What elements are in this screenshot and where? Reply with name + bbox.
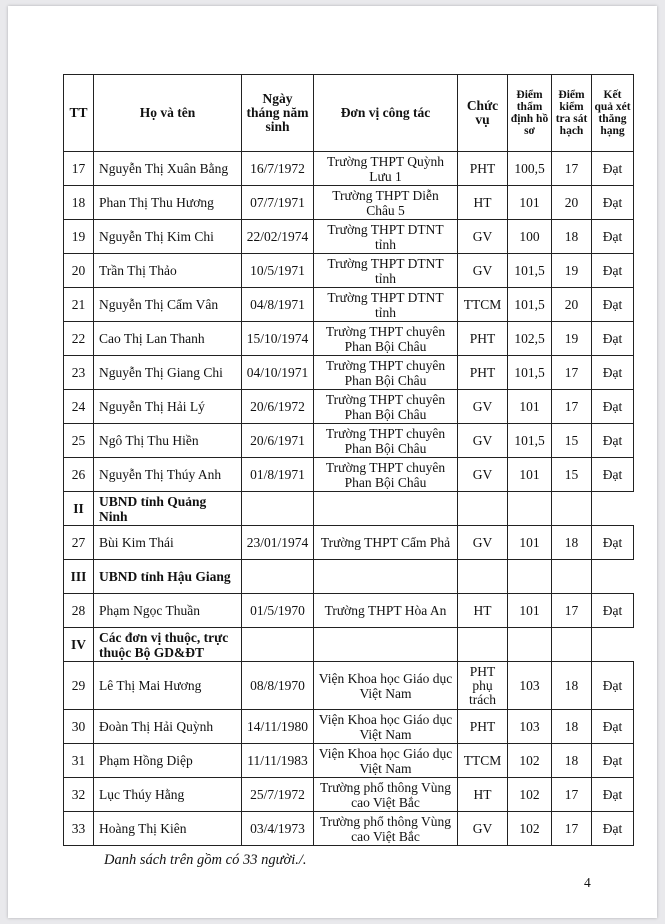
row-number: 33 bbox=[64, 812, 94, 846]
empty-score-exam-cell bbox=[508, 560, 552, 594]
birth-date: 16/7/1972 bbox=[242, 152, 314, 186]
score-exam: 19 bbox=[552, 322, 592, 356]
row-number: 26 bbox=[64, 458, 94, 492]
score-exam: 15 bbox=[552, 458, 592, 492]
person-name: Ngô Thị Thu Hiền bbox=[94, 424, 242, 458]
score-exam: 18 bbox=[552, 710, 592, 744]
position: PHT phụ trách bbox=[458, 662, 508, 710]
position: GV bbox=[458, 254, 508, 288]
person-name: Phạm Hồng Diệp bbox=[94, 744, 242, 778]
empty-unit-cell bbox=[242, 492, 314, 526]
birth-date: 10/5/1971 bbox=[242, 254, 314, 288]
work-unit: Trường phổ thông Vùng cao Việt Bắc bbox=[314, 812, 458, 846]
score-dossier: 101,5 bbox=[508, 356, 552, 390]
empty-score-dossier-cell bbox=[458, 492, 508, 526]
empty-score-dossier-cell bbox=[458, 628, 508, 662]
work-unit: Trường THPT chuyên Phan Bội Châu bbox=[314, 390, 458, 424]
score-dossier: 102 bbox=[508, 812, 552, 846]
document-page bbox=[8, 6, 657, 918]
result: Đạt bbox=[592, 458, 634, 492]
result: Đạt bbox=[592, 662, 634, 710]
work-unit: Trường THPT chuyên Phan Bội Châu bbox=[314, 356, 458, 390]
row-number: 30 bbox=[64, 710, 94, 744]
result: Đạt bbox=[592, 288, 634, 322]
header-result: Kết quả xét thăng hạng bbox=[592, 75, 634, 152]
row-number: 20 bbox=[64, 254, 94, 288]
birth-date: 04/10/1971 bbox=[242, 356, 314, 390]
position: PHT bbox=[458, 152, 508, 186]
score-exam: 15 bbox=[552, 424, 592, 458]
result: Đạt bbox=[592, 390, 634, 424]
score-dossier: 100,5 bbox=[508, 152, 552, 186]
position: PHT bbox=[458, 356, 508, 390]
row-number: 29 bbox=[64, 662, 94, 710]
result: Đạt bbox=[592, 424, 634, 458]
group-title: UBND tỉnh Hậu Giang bbox=[94, 560, 242, 594]
person-name: Nguyễn Thị Cẩm Vân bbox=[94, 288, 242, 322]
group-number: II bbox=[64, 492, 94, 526]
score-dossier: 101,5 bbox=[508, 288, 552, 322]
birth-date: 14/11/1980 bbox=[242, 710, 314, 744]
row-number: 31 bbox=[64, 744, 94, 778]
score-exam: 18 bbox=[552, 220, 592, 254]
row-number: 25 bbox=[64, 424, 94, 458]
birth-date: 11/11/1983 bbox=[242, 744, 314, 778]
birth-date: 03/4/1973 bbox=[242, 812, 314, 846]
person-name: Nguyễn Thị Xuân Bằng bbox=[94, 152, 242, 186]
result: Đạt bbox=[592, 254, 634, 288]
score-exam: 17 bbox=[552, 152, 592, 186]
empty-result-cell bbox=[552, 628, 592, 662]
empty-result-cell bbox=[552, 492, 592, 526]
position: HT bbox=[458, 594, 508, 628]
row-number: 19 bbox=[64, 220, 94, 254]
score-dossier: 101 bbox=[508, 594, 552, 628]
result: Đạt bbox=[592, 186, 634, 220]
table-row bbox=[64, 254, 634, 288]
score-dossier: 103 bbox=[508, 710, 552, 744]
score-exam: 18 bbox=[552, 526, 592, 560]
result: Đạt bbox=[592, 778, 634, 812]
header-score-exam: Điểm kiểm tra sát hạch bbox=[552, 75, 592, 152]
birth-date: 08/8/1970 bbox=[242, 662, 314, 710]
position: TTCM bbox=[458, 744, 508, 778]
row-number: 18 bbox=[64, 186, 94, 220]
work-unit: Viện Khoa học Giáo dục Việt Nam bbox=[314, 662, 458, 710]
person-name: Phan Thị Thu Hương bbox=[94, 186, 242, 220]
birth-date: 25/7/1972 bbox=[242, 778, 314, 812]
score-exam: 19 bbox=[552, 254, 592, 288]
birth-date: 23/01/1974 bbox=[242, 526, 314, 560]
position: GV bbox=[458, 526, 508, 560]
empty-position-cell bbox=[314, 560, 458, 594]
row-number: 24 bbox=[64, 390, 94, 424]
position: PHT bbox=[458, 710, 508, 744]
empty-position-cell bbox=[314, 628, 458, 662]
score-dossier: 102 bbox=[508, 778, 552, 812]
score-dossier: 103 bbox=[508, 662, 552, 710]
result: Đạt bbox=[592, 710, 634, 744]
table-row bbox=[64, 594, 634, 628]
result: Đạt bbox=[592, 152, 634, 186]
person-name: Nguyễn Thị Hải Lý bbox=[94, 390, 242, 424]
empty-score-exam-cell bbox=[508, 492, 552, 526]
work-unit: Trường THPT chuyên Phan Bội Châu bbox=[314, 458, 458, 492]
person-name: Lục Thúy Hằng bbox=[94, 778, 242, 812]
birth-date: 22/02/1974 bbox=[242, 220, 314, 254]
position: TTCM bbox=[458, 288, 508, 322]
row-number: 17 bbox=[64, 152, 94, 186]
row-number: 27 bbox=[64, 526, 94, 560]
person-name: Lê Thị Mai Hương bbox=[94, 662, 242, 710]
group-row bbox=[64, 492, 634, 526]
row-number: 22 bbox=[64, 322, 94, 356]
work-unit: Viện Khoa học Giáo dục Việt Nam bbox=[314, 710, 458, 744]
score-exam: 18 bbox=[552, 744, 592, 778]
header-unit: Đơn vị công tác bbox=[314, 75, 458, 152]
header-name: Họ và tên bbox=[94, 75, 242, 152]
person-name: Trần Thị Thảo bbox=[94, 254, 242, 288]
score-exam: 17 bbox=[552, 812, 592, 846]
table-body bbox=[64, 152, 634, 846]
empty-score-exam-cell bbox=[508, 628, 552, 662]
birth-date: 04/8/1971 bbox=[242, 288, 314, 322]
score-exam: 20 bbox=[552, 288, 592, 322]
score-dossier: 102,5 bbox=[508, 322, 552, 356]
group-row bbox=[64, 560, 634, 594]
row-number: 32 bbox=[64, 778, 94, 812]
header-tt: TT bbox=[64, 75, 94, 152]
group-number: IV bbox=[64, 628, 94, 662]
result: Đạt bbox=[592, 812, 634, 846]
score-exam: 17 bbox=[552, 390, 592, 424]
birth-date: 15/10/1974 bbox=[242, 322, 314, 356]
result: Đạt bbox=[592, 356, 634, 390]
work-unit: Trường THPT Hòa An bbox=[314, 594, 458, 628]
table-row bbox=[64, 744, 634, 778]
person-name: Nguyễn Thị Thúy Anh bbox=[94, 458, 242, 492]
person-name: Hoàng Thị Kiên bbox=[94, 812, 242, 846]
table-row bbox=[64, 390, 634, 424]
person-name: Phạm Ngọc Thuần bbox=[94, 594, 242, 628]
table-row bbox=[64, 662, 634, 710]
score-dossier: 101,5 bbox=[508, 424, 552, 458]
work-unit: Viện Khoa học Giáo dục Việt Nam bbox=[314, 744, 458, 778]
work-unit: Trường phổ thông Vùng cao Việt Bắc bbox=[314, 778, 458, 812]
group-number: III bbox=[64, 560, 94, 594]
person-name: Bùi Kim Thái bbox=[94, 526, 242, 560]
score-exam: 17 bbox=[552, 356, 592, 390]
candidate-table bbox=[63, 74, 634, 846]
position: GV bbox=[458, 220, 508, 254]
person-name: Nguyễn Thị Kim Chi bbox=[94, 220, 242, 254]
page-number: 4 bbox=[584, 875, 591, 890]
row-number: 23 bbox=[64, 356, 94, 390]
score-dossier: 100 bbox=[508, 220, 552, 254]
person-name: Cao Thị Lan Thanh bbox=[94, 322, 242, 356]
table-row bbox=[64, 778, 634, 812]
person-name: Nguyễn Thị Giang Chi bbox=[94, 356, 242, 390]
score-dossier: 101 bbox=[508, 186, 552, 220]
table-row bbox=[64, 356, 634, 390]
work-unit: Trường THPT Quỳnh Lưu 1 bbox=[314, 152, 458, 186]
result: Đạt bbox=[592, 744, 634, 778]
score-dossier: 101 bbox=[508, 390, 552, 424]
score-dossier: 101 bbox=[508, 526, 552, 560]
work-unit: Trường THPT DTNT tỉnh bbox=[314, 288, 458, 322]
birth-date: 20/6/1972 bbox=[242, 390, 314, 424]
result: Đạt bbox=[592, 220, 634, 254]
position: GV bbox=[458, 812, 508, 846]
position: HT bbox=[458, 778, 508, 812]
table-row bbox=[64, 710, 634, 744]
position: HT bbox=[458, 186, 508, 220]
table-row bbox=[64, 812, 634, 846]
position: GV bbox=[458, 424, 508, 458]
score-dossier: 102 bbox=[508, 744, 552, 778]
work-unit: Trường THPT DTNT tỉnh bbox=[314, 254, 458, 288]
empty-result-cell bbox=[552, 560, 592, 594]
table-row bbox=[64, 220, 634, 254]
group-title: Các đơn vị thuộc, trực thuộc Bộ GD&ĐT bbox=[94, 628, 242, 662]
score-exam: 20 bbox=[552, 186, 592, 220]
result: Đạt bbox=[592, 594, 634, 628]
birth-date: 01/5/1970 bbox=[242, 594, 314, 628]
header-score-dossier: Điểm thẩm định hồ sơ bbox=[508, 75, 552, 152]
row-number: 28 bbox=[64, 594, 94, 628]
row-number: 21 bbox=[64, 288, 94, 322]
group-row bbox=[64, 628, 634, 662]
score-exam: 18 bbox=[552, 662, 592, 710]
result: Đạt bbox=[592, 322, 634, 356]
work-unit: Trường THPT Diễn Châu 5 bbox=[314, 186, 458, 220]
group-title: UBND tỉnh Quảng Ninh bbox=[94, 492, 242, 526]
position: GV bbox=[458, 390, 508, 424]
score-exam: 17 bbox=[552, 594, 592, 628]
empty-unit-cell bbox=[242, 628, 314, 662]
table-row bbox=[64, 424, 634, 458]
footer-note: Danh sách trên gồm có 33 người./. bbox=[104, 852, 307, 868]
score-dossier: 101 bbox=[508, 458, 552, 492]
empty-position-cell bbox=[314, 492, 458, 526]
table-row bbox=[64, 186, 634, 220]
empty-unit-cell bbox=[242, 560, 314, 594]
header-dob: Ngày tháng năm sinh bbox=[242, 75, 314, 152]
empty-score-dossier-cell bbox=[458, 560, 508, 594]
work-unit: Trường THPT Cẩm Phả bbox=[314, 526, 458, 560]
header-position: Chức vụ bbox=[458, 75, 508, 152]
result: Đạt bbox=[592, 526, 634, 560]
birth-date: 07/7/1971 bbox=[242, 186, 314, 220]
score-exam: 17 bbox=[552, 778, 592, 812]
position: PHT bbox=[458, 322, 508, 356]
table-row bbox=[64, 458, 634, 492]
work-unit: Trường THPT DTNT tỉnh bbox=[314, 220, 458, 254]
birth-date: 01/8/1971 bbox=[242, 458, 314, 492]
table-row bbox=[64, 322, 634, 356]
table-row bbox=[64, 152, 634, 186]
table-row bbox=[64, 526, 634, 560]
table-header-row bbox=[64, 75, 634, 152]
person-name: Đoàn Thị Hải Quỳnh bbox=[94, 710, 242, 744]
position: GV bbox=[458, 458, 508, 492]
score-dossier: 101,5 bbox=[508, 254, 552, 288]
work-unit: Trường THPT chuyên Phan Bội Châu bbox=[314, 322, 458, 356]
birth-date: 20/6/1971 bbox=[242, 424, 314, 458]
work-unit: Trường THPT chuyên Phan Bội Châu bbox=[314, 424, 458, 458]
table-row bbox=[64, 288, 634, 322]
